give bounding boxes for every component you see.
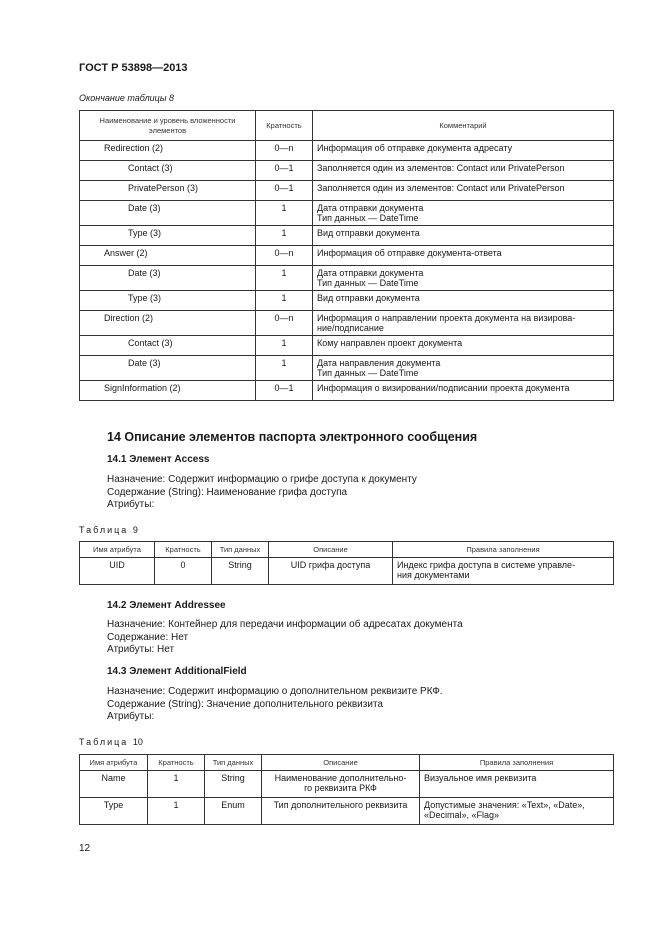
comment-cell: Заполняется один из элементов: Contact или PrivatePerson (313, 161, 614, 181)
multiplicity-cell: 1 (148, 798, 205, 825)
section-14-1-body (107, 474, 417, 512)
section-14-3-title: 14.3 Элемент AdditionalField (107, 666, 247, 677)
multiplicity-cell: 0 (155, 558, 212, 585)
document-header: ГОСТ Р 53898—2013 (79, 62, 188, 74)
table-row (80, 161, 614, 181)
multiplicity-cell: 0—n (256, 246, 313, 266)
text-line: Назначение: Контейнер для передачи информации об адресатах документа (107, 619, 463, 630)
table-row (80, 266, 614, 291)
multiplicity-cell: 1 (256, 226, 313, 246)
col-comment: Комментарий (313, 111, 614, 141)
table-row (80, 246, 614, 266)
element-name-cell: Date (3) (80, 356, 256, 381)
multiplicity-cell: 1 (256, 291, 313, 311)
description-cell: Наименование дополнительно- го реквизита РКФ (262, 771, 420, 798)
text-line: Содержание (String): Значение дополнительного реквизита (107, 698, 383, 710)
text-line: Атрибуты: Нет (107, 644, 175, 655)
table-row (80, 381, 614, 401)
table-row (80, 771, 614, 798)
col: Имя атрибута (80, 755, 148, 771)
comment-cell: Информация о визировании/подписании проекта документа (313, 381, 614, 401)
description-cell: UID грифа доступа (269, 558, 393, 585)
text-line: Содержание (String): Наименование грифа доступа (107, 486, 348, 498)
comment-cell: Вид отправки документа (313, 291, 614, 311)
multiplicity-cell: 1 (256, 336, 313, 356)
col: Правила заполнения (393, 542, 614, 558)
element-name-cell: Answer (2) (80, 246, 256, 266)
col: Имя атрибута (80, 542, 155, 558)
table-row (80, 141, 614, 161)
attr-name-cell: Name (80, 771, 148, 798)
comment-cell: Кому направлен проект документа (313, 336, 614, 356)
col: Кратность (155, 542, 212, 558)
table8-caption: Окончание таблицы 8 (79, 93, 174, 103)
table-9 (79, 541, 614, 585)
datatype-cell: String (212, 558, 269, 585)
comment-cell: Дата отправки документа Тип данных — DateTime (313, 201, 614, 226)
text-line: Содержание: Нет (107, 631, 189, 643)
section-14-3-body (107, 686, 443, 724)
section-14-title: 14 Описание элементов паспорта электронного сообщения (107, 430, 478, 444)
table9-caption (79, 525, 138, 535)
col: Тип данных (212, 542, 269, 558)
element-name-cell: Type (3) (80, 226, 256, 246)
multiplicity-cell: 0—n (256, 141, 313, 161)
comment-cell: Заполняется один из элементов: Contact или PrivatePerson (313, 181, 614, 201)
element-name-cell: Contact (3) (80, 161, 256, 181)
table-row (80, 181, 614, 201)
comment-cell: Информация об отправке документа адресату (313, 141, 614, 161)
col-name: Наименование и уровень вложенности элементов (80, 111, 256, 141)
section-14-1-title: 14.1 Элемент Access (107, 454, 210, 465)
table10-caption (79, 737, 143, 747)
col: Кратность (148, 755, 205, 771)
element-name-cell: Type (3) (80, 291, 256, 311)
table-row (80, 201, 614, 226)
multiplicity-cell: 1 (148, 771, 205, 798)
caption-number: 9 (132, 525, 138, 535)
page-number: 12 (79, 843, 91, 854)
table-8 (79, 110, 614, 401)
caption-label: Таблица (79, 525, 129, 535)
attr-name-cell: UID (80, 558, 155, 585)
fill-rules-cell: Индекс грифа доступа в системе управле- ния документами (393, 558, 614, 585)
attr-name-cell: Type (80, 798, 148, 825)
col: Описание (269, 542, 393, 558)
comment-cell: Вид отправки документа (313, 226, 614, 246)
col: Описание (262, 755, 420, 771)
fill-rules-cell: Визуальное имя реквизита (420, 771, 614, 798)
datatype-cell: String (205, 771, 262, 798)
element-name-cell: Direction (2) (80, 311, 256, 336)
fill-rules-cell: Допустимые значения: «Text», «Date», «Decimal», «Flag» (420, 798, 614, 825)
multiplicity-cell: 0—n (256, 311, 313, 336)
section-14-2-body (107, 619, 463, 657)
table-row (80, 558, 614, 585)
element-name-cell: Date (3) (80, 266, 256, 291)
table-row (80, 226, 614, 246)
multiplicity-cell: 1 (256, 201, 313, 226)
text-line: Атрибуты: (107, 711, 155, 722)
multiplicity-cell: 0—1 (256, 381, 313, 401)
table-row (80, 311, 614, 336)
element-name-cell: PrivatePerson (3) (80, 181, 256, 201)
multiplicity-cell: 1 (256, 266, 313, 291)
comment-cell: Дата отправки документа Тип данных — DateTime (313, 266, 614, 291)
comment-cell: Информация о направлении проекта документа на визирова- ние/подписание (313, 311, 614, 336)
col-mult: Кратность (256, 111, 313, 141)
multiplicity-cell: 0—1 (256, 181, 313, 201)
table-10 (79, 754, 614, 825)
table-row (80, 798, 614, 825)
element-name-cell: Date (3) (80, 201, 256, 226)
caption-number: 10 (132, 737, 143, 747)
col: Тип данных (205, 755, 262, 771)
table-row (80, 356, 614, 381)
element-name-cell: Redirection (2) (80, 141, 256, 161)
multiplicity-cell: 1 (256, 356, 313, 381)
element-name-cell: SignInformation (2) (80, 381, 256, 401)
element-name-cell: Contact (3) (80, 336, 256, 356)
text-line: Атрибуты: (107, 499, 155, 510)
text-line: Назначение: Содержит информацию о дополнительном реквизите РКФ. (107, 686, 443, 697)
datatype-cell: Enum (205, 798, 262, 825)
text-line: Назначение: Содержит информацию о грифе доступа к документу (107, 474, 417, 485)
comment-cell: Информация об отправке документа-ответа (313, 246, 614, 266)
col: Правила заполнения (420, 755, 614, 771)
caption-label: Таблица (79, 737, 129, 747)
multiplicity-cell: 0—1 (256, 161, 313, 181)
table-row (80, 291, 614, 311)
section-14-2-title: 14.2 Элемент Addressee (107, 600, 226, 611)
description-cell: Тип дополнительного реквизита (262, 798, 420, 825)
table-row (80, 336, 614, 356)
comment-cell: Дата направления документа Тип данных — DateTime (313, 356, 614, 381)
